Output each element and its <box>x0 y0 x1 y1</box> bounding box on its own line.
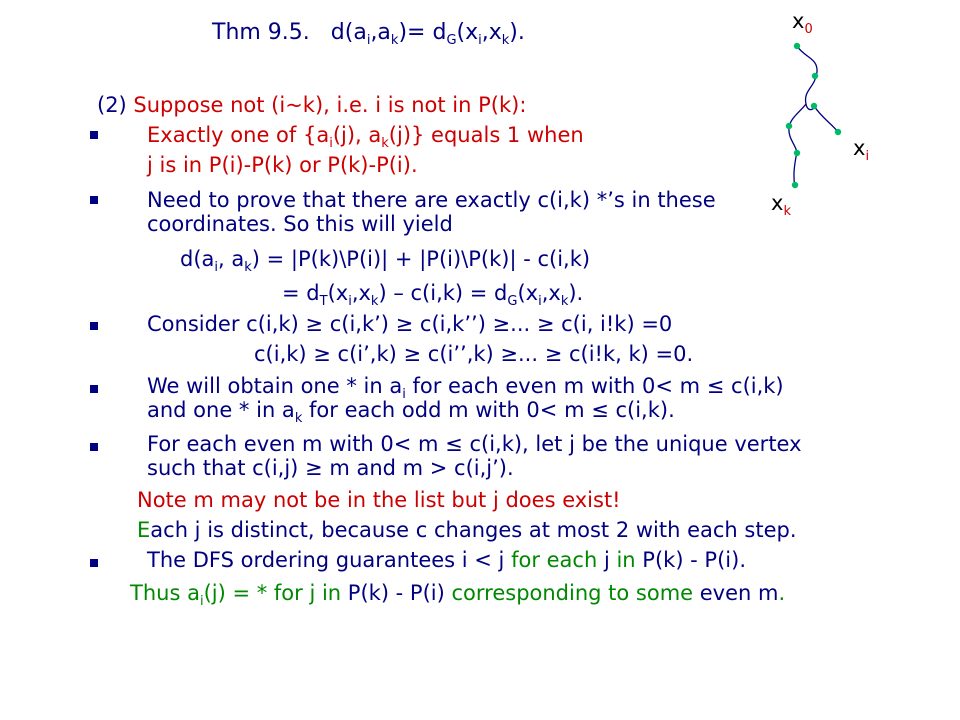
bullet-marker <box>90 559 98 567</box>
bullet-3-continuation: c(i,k) ≥ c(i’,k) ≥ c(i’’,k) ≥... ≥ c(i!k, k) =0. <box>254 342 694 366</box>
tree-node <box>794 150 800 156</box>
equation-1: $d(a_i$, $a_k$) = |P(k)\P(i)| + |P(i)\P(k)| - c(i,k) <box>180 247 591 275</box>
bullet-4-line1: We will obtain one * in $a_i$ for each even m with 0< m ≤ c(i,k) <box>147 374 784 402</box>
tree-node <box>792 182 798 188</box>
bullet-1-continuation: j is in P(i)-P(k) or P(k)-P(i). <box>147 153 418 177</box>
bullet-2-line1: Need to prove that there are exactly c(i,k) *’s in these <box>147 188 716 212</box>
label-x0: $x_0$ <box>792 9 813 37</box>
bullet-1: Exactly one of {$a_i(j)$, $a_k(j)$} equals 1 when <box>147 123 584 151</box>
bullet-5-line1: For each even m with 0< m ≤ c(i,k), let j be the unique vertex <box>147 432 802 456</box>
bullet-marker <box>90 196 98 204</box>
bullet-4-line2: and one * in $a_k$ for each odd m with 0< m ≤ c(i,k). <box>147 398 675 426</box>
case-heading: (2) Suppose not (i~k), i.e. i is not in P(k): <box>97 93 527 117</box>
bullet-marker <box>90 322 98 330</box>
tree-node <box>811 103 817 109</box>
note-line: Note m may not be in the list but j does exist! <box>137 488 621 512</box>
tree-node <box>812 73 818 79</box>
tree-path-edges <box>789 46 838 188</box>
tree-node <box>835 129 841 135</box>
bullet-2-line2: coordinates. So this will yield <box>147 212 453 236</box>
bullet-5-line2: such that c(i,j) ≥ m and m > c(i,j’). <box>147 456 514 480</box>
label-xk: $x_k$ <box>771 191 791 219</box>
conclusion-line: Thus $a_i(j)$ = * for j in P(k) - P(i) corresponding to some even m. <box>130 581 786 609</box>
bullet-6: The DFS ordering guarantees i < j for each j in P(k) - P(i). <box>147 548 746 572</box>
each-line: Each j is distinct, because c changes at most 2 with each step. <box>137 518 797 542</box>
bullet-marker <box>90 131 98 139</box>
tree-node <box>786 123 792 129</box>
equation-2: = $d_T(x_i,x_k) - c(i,k) = d_G(x_i,x_k)$. <box>282 281 584 309</box>
slide-title: Thm 9.5. $d(a_i,a_k)= d_G(x_i,x_k)$. <box>212 20 525 48</box>
bullet-marker <box>90 443 98 451</box>
bullet-marker <box>90 385 98 393</box>
label-xi: $x_i$ <box>853 136 870 164</box>
tree-node <box>794 43 800 49</box>
bullet-3: Consider c(i,k) ≥ c(i,k’) ≥ c(i,k’’) ≥... ≥ c(i, i!k) =0 <box>147 312 673 336</box>
